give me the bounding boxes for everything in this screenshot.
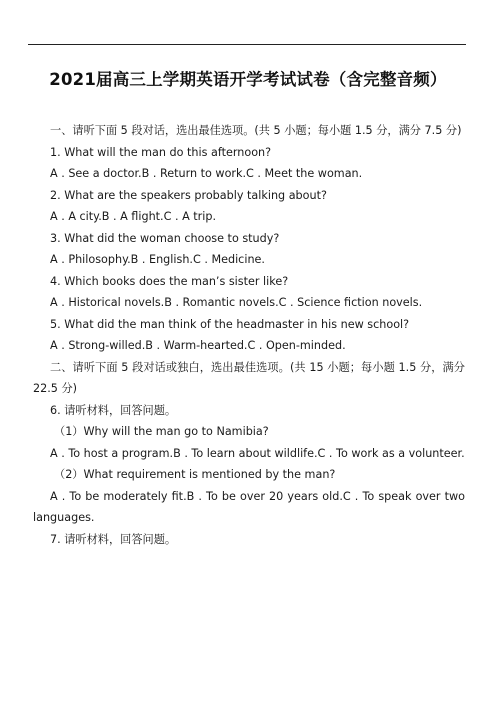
- question-6-sub2-options: A . To be moderately fit.B . To be over 20 years old.C . To speak over two languages.: [33, 489, 465, 524]
- question-6-sub2: （2）What requirement is mentioned by the man?: [54, 468, 336, 481]
- question-1: 1. What will the man do this afternoon?: [50, 145, 272, 159]
- question-3-options: A . Philosophy.B . English.C . Medicine.: [50, 253, 265, 266]
- question-6-sub1: （1）Why will the man go to Namibia?: [54, 425, 269, 438]
- question-5: 5. What did the man think of the headmaster in his new school?: [50, 317, 410, 331]
- question-5-options: A . Strong-willed.B . Warm-hearted.C . Open-minded.: [50, 339, 346, 352]
- section1-heading: 一、请听下面 5 段对话，选出最佳选项。(共 5 小题；每小题 1.5 分，满分 7.5 分): [50, 124, 462, 137]
- header-rule: [28, 44, 466, 45]
- question-2-options: A . A city.B . A flight.C . A trip.: [50, 210, 217, 223]
- question-6-sub1-options: A . To host a program.B . To learn about wildlife.C . To work as a volunteer.: [50, 446, 465, 460]
- section2-heading: 二、请听下面 5 段对话或独白，选出最佳选项。(共 15 小题；每小题 1.5 分，满分 22.5 分): [33, 360, 465, 395]
- question-2: 2. What are the speakers probably talking about?: [50, 188, 327, 202]
- question-1-options: A . See a doctor.B . Return to work.C . Meet the woman.: [50, 167, 363, 180]
- question-3: 3. What did the woman choose to study?: [50, 231, 280, 245]
- question-4-options: A . Historical novels.B . Romantic novels.C . Science fiction novels.: [50, 296, 423, 309]
- question-6-label: 6. 请听材料，回答问题。: [50, 403, 177, 417]
- question-7-label: 7. 请听材料，回答问题。: [50, 532, 177, 546]
- document-body: [33, 120, 465, 550]
- question-4: 4. Which books does the man’s sister like?: [50, 274, 289, 288]
- document-title: 2021届高三上学期英语开学考试试卷（含完整音频）: [49, 70, 447, 89]
